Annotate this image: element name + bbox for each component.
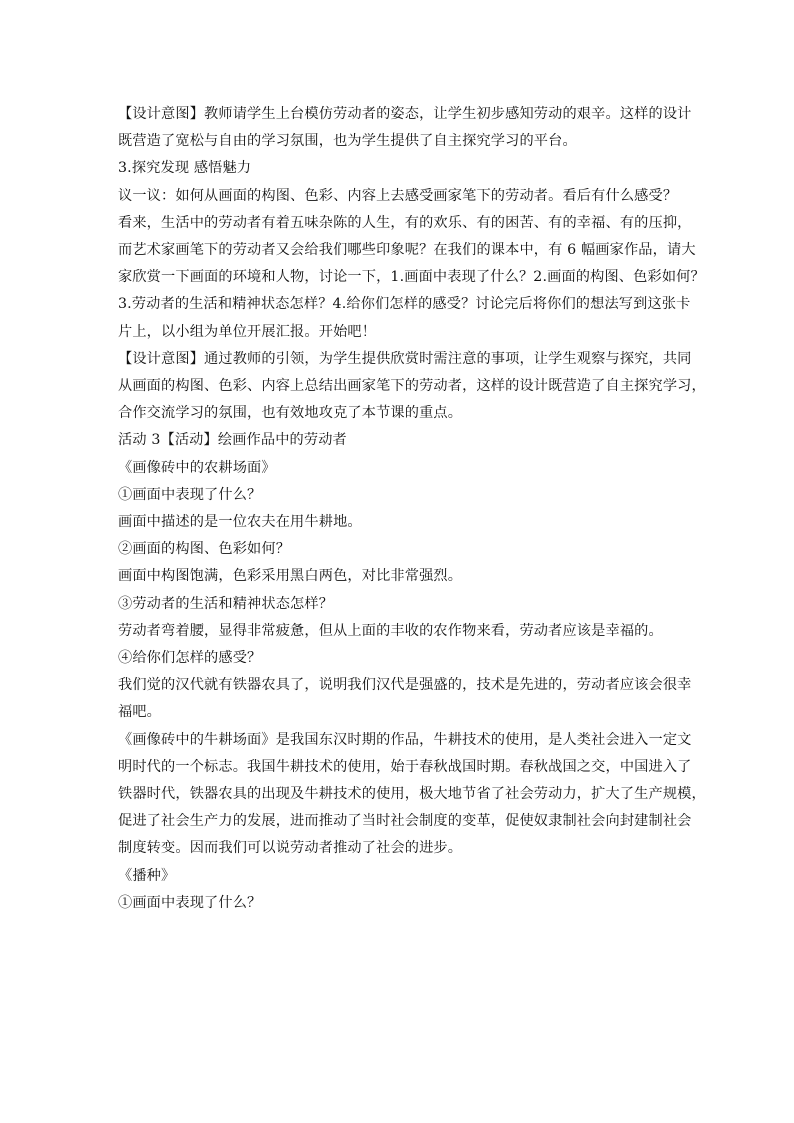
- discussion-body: [118, 210, 705, 346]
- text-line: 活动 3【活动】绘画作品中的劳动者: [118, 432, 347, 449]
- text-line: 【设计意图】通过教师的引领，为学生提供欣赏时需注意的事项，让学生观察与探究，共同: [118, 350, 692, 367]
- text-line: 片上，以小组为单位开展汇报。开始吧！: [118, 323, 377, 340]
- question-3: [118, 591, 678, 618]
- answer-3: [118, 618, 678, 645]
- text-line: 福吧。: [118, 704, 162, 721]
- question-5: [118, 890, 678, 917]
- artwork-explanation: [118, 727, 706, 863]
- text-line: 劳动者弯着腰，显得非常疲惫，但从上面的丰收的农作物来看，劳动者应该是幸福的。: [118, 622, 663, 639]
- text-line: ③劳动者的生活和精神状态怎样？: [118, 595, 334, 612]
- text-line: 《画像砖中的农耕场面》: [118, 459, 276, 476]
- text-line: 既营造了宽松与自由的学习氛围，也为学生提供了自主探究学习的平台。: [118, 133, 577, 150]
- text-line: 3.劳动者的生活和精神状态怎样？4.给你们怎样的感受？讨论完后将你们的想法写到这张卡: [118, 296, 691, 313]
- text-line: 从画面的构图、色彩、内容上总结出画家笔下的劳动者，这样的设计既营造了自主探究学习，: [118, 378, 706, 395]
- question-4: [118, 645, 678, 672]
- text-line: 议一议：如何从画面的构图、色彩、内容上去感受画家笔下的劳动者。看后有什么感受？: [118, 187, 678, 204]
- text-line: 画面中构图饱满，色彩采用黑白两色，对比非常强烈。: [118, 568, 463, 585]
- text-line: 我们觉的汉代就有铁器农具了，说明我们汉代是强盛的，技术是先进的，劳动者应该会很幸: [118, 677, 692, 694]
- document-page: [118, 101, 706, 917]
- question-1: [118, 482, 678, 509]
- discussion-prompt: [118, 183, 678, 210]
- text-line: 促进了社会生产力的发展，进而推动了当时社会制度的变革，促使奴隶制社会向封建制社会: [118, 813, 692, 830]
- text-line: 而艺术家画笔下的劳动者又会给我们哪些印象呢？在我们的课本中，有 6 幅画家作品，请大: [118, 242, 696, 259]
- design-intent-1: [118, 101, 692, 155]
- answer-2: [118, 563, 678, 590]
- text-line: ②画面的构图、色彩如何？: [118, 541, 291, 558]
- text-line: 铁器时代，铁器农具的出现及牛耕技术的使用，极大地节省了社会劳动力，扩大了生产规模，: [118, 786, 706, 803]
- text-line: ④给你们怎样的感受？: [118, 650, 262, 667]
- text-line: 《画像砖中的牛耕场面》是我国东汉时期的作品，牛耕技术的使用，是人类社会进入一定文: [118, 731, 692, 748]
- text-line: ①画面中表现了什么？: [118, 894, 262, 911]
- text-line: 3.探究发现 感悟魅力: [118, 160, 252, 177]
- text-line: 明时代的一个标志。我国牛耕技术的使用，始于春秋战国时期。春秋战国之交，中国进入了: [118, 758, 692, 775]
- section-heading-3: [118, 155, 678, 182]
- text-line: 【设计意图】教师请学生上台模仿劳动者的姿态，让学生初步感知劳动的艰辛。这样的设计: [118, 106, 692, 122]
- text-line: 制度转变。因而我们可以说劳动者推动了社会的进步。: [118, 840, 463, 857]
- text-line: 合作交流学习的氛围，也有效地攻克了本节课的重点。: [118, 405, 463, 422]
- design-intent-2: [118, 346, 706, 428]
- text-line: 看来，生活中的劳动者有着五味杂陈的人生，有的欢乐、有的困苦、有的幸福、有的压抑，: [118, 214, 692, 231]
- text-line: 《播种》: [118, 867, 176, 884]
- answer-4: [118, 672, 692, 726]
- question-2: [118, 536, 678, 563]
- activity-3-heading: [118, 427, 678, 454]
- text-line: 画面中描述的是一位农夫在用牛耕地。: [118, 514, 362, 531]
- document-body: [118, 101, 706, 917]
- text-line: ①画面中表现了什么？: [118, 486, 262, 503]
- text-line: 家欣赏一下画面的环境和人物，讨论一下，1.画面中表现了什么？2.画面的构图、色彩如何？: [118, 269, 705, 286]
- artwork-title-2: [118, 863, 678, 890]
- artwork-title-1: [118, 455, 678, 482]
- answer-1: [118, 509, 678, 536]
